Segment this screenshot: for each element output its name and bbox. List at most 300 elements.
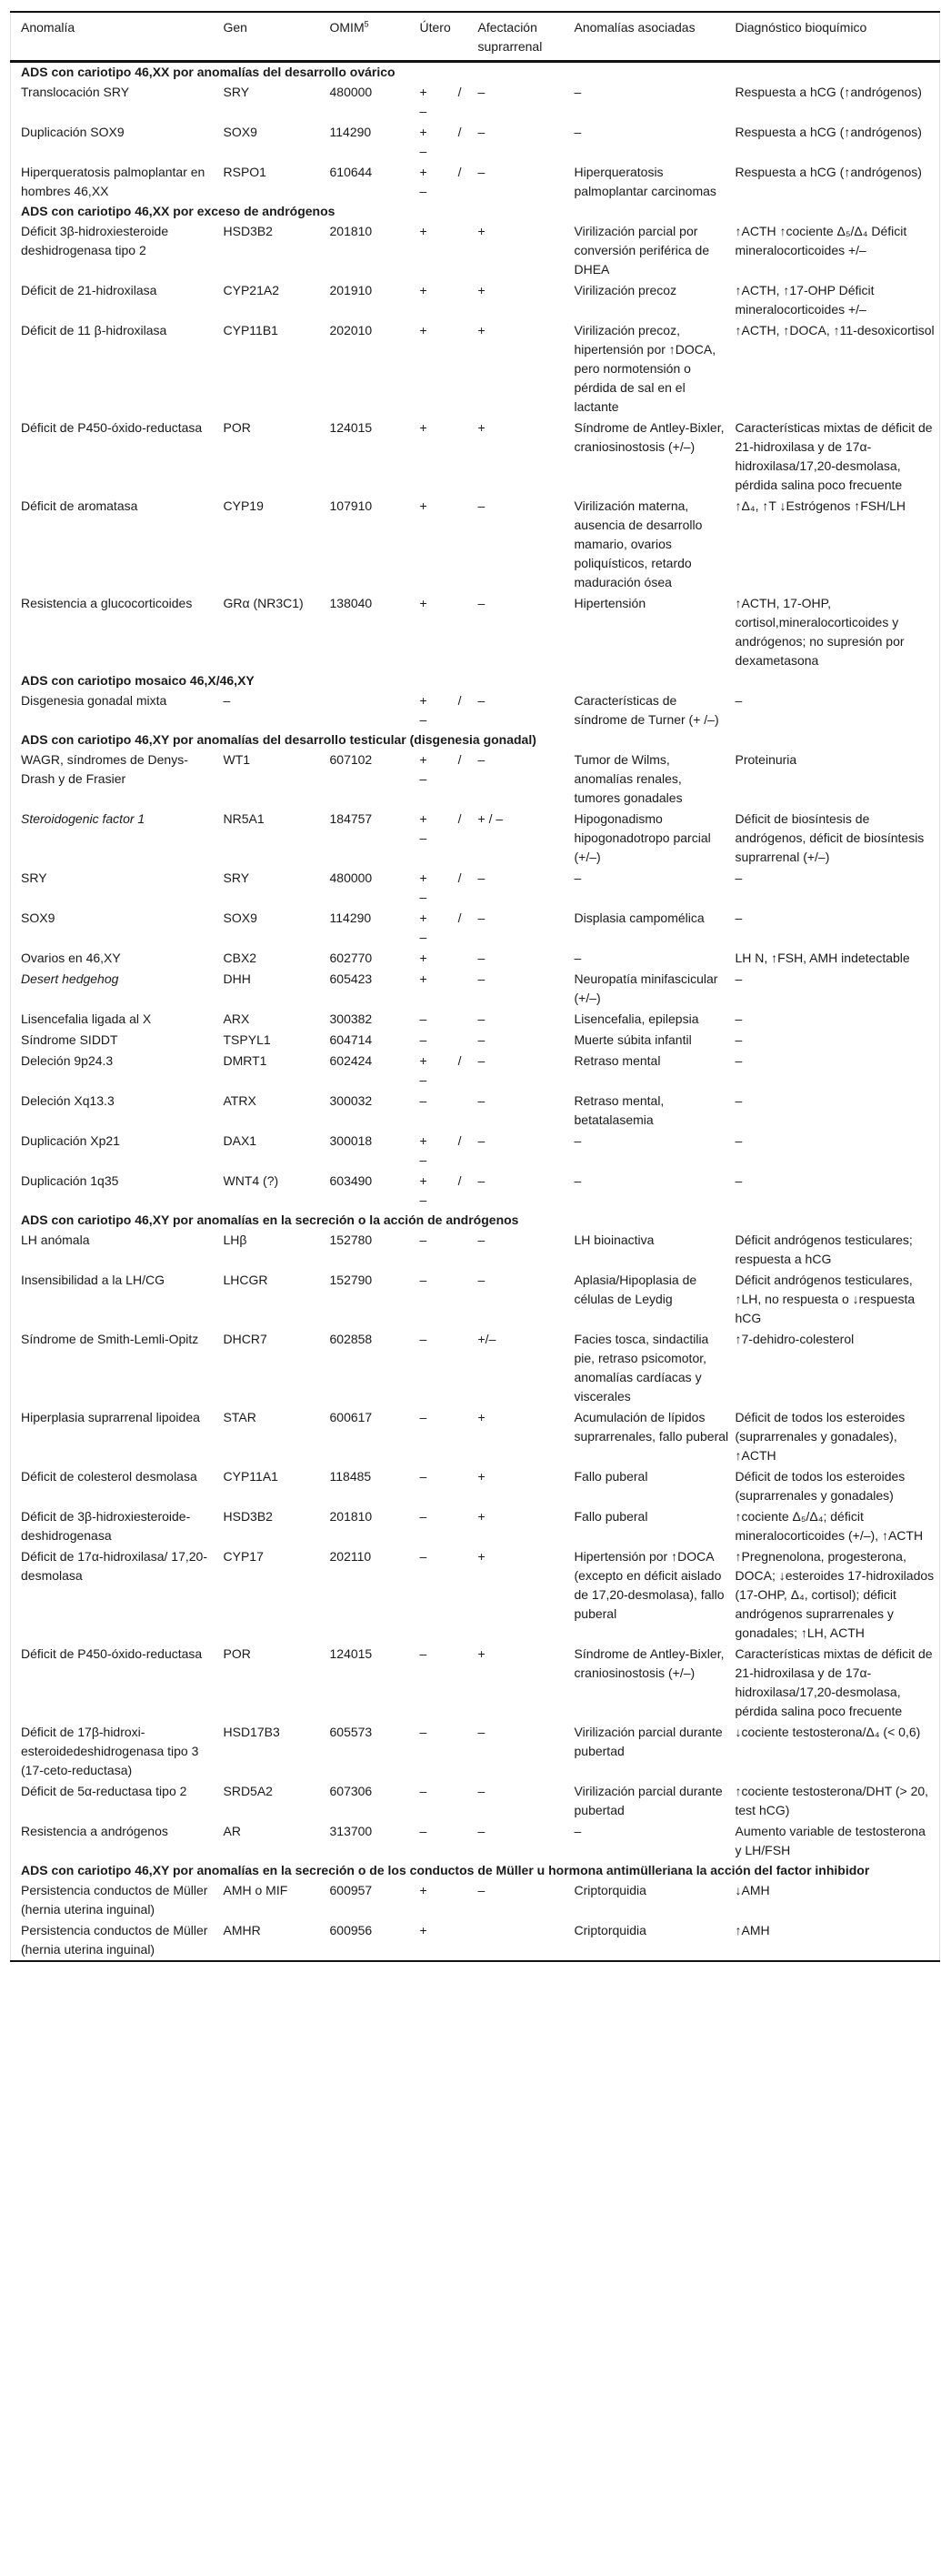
cell-utero: + / – <box>419 1173 462 1207</box>
cell-gen: DMRT1 <box>223 1053 267 1068</box>
cell-anomalia: Déficit de 11 β-hidroxilasa <box>21 323 167 337</box>
cell-anomalia: Steroidogenic factor 1 <box>21 811 145 826</box>
cell-omim: 602770 <box>329 951 373 965</box>
cell-omim <box>330 690 420 730</box>
cell-gen: CYP21A2 <box>223 283 279 297</box>
cell-anomalia: Duplicación Xp21 <box>21 1133 120 1148</box>
cell-anomalias-asociadas: Neuropatía minifascicular (+/–) <box>574 971 718 1005</box>
cell-anomalias-asociadas: – <box>574 951 582 965</box>
cell-utero: + <box>419 596 427 610</box>
cell-afectacion-suprarrenal: – <box>477 1273 486 1287</box>
cell-anomalia: Deleción 9p24.3 <box>21 1053 114 1068</box>
cell-diagnostico-bioquimico: ↑cociente testosterona/DHT (> 20, test hCG) <box>735 1784 929 1817</box>
cell-anomalias-asociadas: Hipertensión <box>574 596 646 610</box>
cell-anomalia: Déficit de 21-hidroxilasa <box>21 283 157 297</box>
cell-anomalias-asociadas: – <box>574 1824 582 1838</box>
cell-afectacion-suprarrenal: + <box>477 283 486 297</box>
omim-reference: 5 <box>364 19 369 29</box>
table-row <box>11 82 940 122</box>
section-heading-row <box>11 202 940 221</box>
section-heading-row <box>11 730 940 750</box>
table-row <box>11 809 940 868</box>
cell-omim: 202010 <box>329 323 373 337</box>
cell-anomalia: Disgenesia gonadal mixta <box>21 693 167 708</box>
cell-diagnostico-bioquimico: – <box>735 1053 743 1068</box>
cell-afectacion-suprarrenal: + <box>477 1549 486 1564</box>
cell-omim: 201810 <box>329 1509 373 1524</box>
table-row <box>11 320 940 418</box>
cell-anomalias-asociadas: – <box>574 870 582 885</box>
cell-anomalias-asociadas: Hipogonadismo hipogonadotropo parcial (+/–) <box>574 811 711 864</box>
table-row <box>11 1131 940 1171</box>
cell-diagnostico-bioquimico: Respuesta a hCG (↑andrógenos) <box>735 125 922 139</box>
section-heading-row <box>11 1861 940 1880</box>
cell-gen: LHβ <box>223 1233 247 1247</box>
header-anomalias-asociadas: Anomalías asociadas <box>574 20 696 35</box>
cell-gen: SOX9 <box>223 125 257 139</box>
header-omim <box>330 12 420 62</box>
cell-gen: NR5A1 <box>223 811 265 826</box>
cell-anomalias-asociadas: Retraso mental, betatalasemia <box>574 1093 665 1127</box>
cell-diagnostico-bioquimico: – <box>735 1173 743 1188</box>
section-heading: ADS con cariotipo 46,XX por anomalías del desarrollo ovárico <box>21 65 395 79</box>
table-row <box>11 1009 940 1030</box>
cell-diagnostico-bioquimico: ↑AMH <box>735 1923 770 1937</box>
cell-omim: 114290 <box>329 911 372 925</box>
cell-utero: – <box>419 1032 427 1047</box>
cell-gen: RSPO1 <box>223 165 266 179</box>
cell-afectacion-suprarrenal: – <box>477 1824 486 1838</box>
cell-diagnostico-bioquimico: – <box>735 693 743 708</box>
cell-gen: SRY <box>223 870 250 885</box>
table-row <box>11 1270 940 1329</box>
header-gen: Gen <box>223 20 247 35</box>
table-row <box>11 969 940 1009</box>
cell-gen: ATRX <box>223 1093 256 1108</box>
cell-diagnostico-bioquimico: ↑Δ₄, ↑T ↓Estrógenos ↑FSH/LH <box>735 498 906 513</box>
cell-omim: 602858 <box>329 1332 373 1346</box>
cell-afectacion-suprarrenal: – <box>477 85 486 99</box>
cell-utero: + / – <box>419 911 462 944</box>
cell-utero: + / – <box>419 125 462 158</box>
header-afectacion-suprarrenal: Afectación suprarrenal <box>477 20 543 54</box>
cell-omim: 602424 <box>329 1053 373 1068</box>
cell-diagnostico-bioquimico: Respuesta a hCG (↑andrógenos) <box>735 85 922 99</box>
cell-anomalias-asociadas: Muerte súbita infantil <box>574 1032 692 1047</box>
table-row <box>11 122 940 162</box>
cell-anomalias-asociadas: Virilización parcial por conversión periférica de DHEA <box>574 224 710 277</box>
cell-anomalia: LH anómala <box>21 1233 90 1247</box>
table-header-row <box>11 12 940 62</box>
cell-anomalia: Déficit de 17α-hidroxilasa/ 17,20-desmolasa <box>21 1549 207 1583</box>
cell-anomalia: Translocación SRY <box>21 85 130 99</box>
cell-omim: 152790 <box>329 1273 373 1287</box>
cell-afectacion-suprarrenal: + <box>477 1646 486 1661</box>
cell-gen: AMH o MIF <box>223 1883 288 1897</box>
cell-anomalias-asociadas: Virilización parcial durante pubertad <box>574 1784 723 1817</box>
header-anomalia: Anomalía <box>21 20 75 35</box>
cell-gen: – <box>223 693 231 708</box>
cell-gen: WNT4 (?) <box>223 1173 279 1188</box>
cell-gen: DAX1 <box>223 1133 257 1148</box>
cell-anomalia: Deleción Xq13.3 <box>21 1093 115 1108</box>
cell-anomalia: Lisencefalia ligada al X <box>21 1011 152 1026</box>
cell-utero: – <box>419 1011 427 1026</box>
table-row <box>11 593 940 671</box>
cell-utero: + <box>419 498 427 513</box>
table-row <box>11 1644 940 1722</box>
cell-utero: – <box>419 1549 427 1564</box>
cell-omim: 124015 <box>329 1646 373 1661</box>
table-row <box>11 908 940 948</box>
cell-anomalia: Déficit de P450-óxido-reductasa <box>21 1646 203 1661</box>
cell-utero: + / – <box>419 693 462 727</box>
cell-diagnostico-bioquimico: LH N, ↑FSH, AMH indetectable <box>735 951 910 965</box>
cell-afectacion-suprarrenal: – <box>477 971 486 986</box>
cell-anomalias-asociadas: Criptorquidia <box>574 1923 646 1937</box>
cell-anomalias-asociadas: – <box>574 1133 582 1148</box>
cell-utero: + / – <box>419 85 462 118</box>
cell-anomalia: Persistencia conductos de Müller (hernia uterina inguinal) <box>21 1883 208 1917</box>
cell-omim: 201910 <box>329 283 373 297</box>
cell-utero: + <box>419 323 427 337</box>
cell-diagnostico-bioquimico: ↑ACTH, ↑17-OHP Déficit mineralocorticoides +/– <box>735 283 875 317</box>
cell-afectacion-suprarrenal: – <box>477 1133 486 1148</box>
cell-anomalias-asociadas: Virilización precoz <box>574 283 677 297</box>
section-heading-row <box>11 1211 940 1230</box>
cell-diagnostico-bioquimico: – <box>735 870 743 885</box>
table-row <box>11 1506 940 1546</box>
table-row <box>11 1171 940 1211</box>
cell-gen: DHH <box>223 971 251 986</box>
cell-diagnostico-bioquimico: Déficit andrógenos testiculares, ↑LH, no respuesta o ↓respuesta hCG <box>735 1273 916 1325</box>
cell-anomalias-asociadas: – <box>574 125 582 139</box>
cell-anomalia: Síndrome SIDDT <box>21 1032 118 1047</box>
cell-gen: CBX2 <box>223 951 257 965</box>
cell-omim: 607102 <box>329 752 373 767</box>
cell-gen: TSPYL1 <box>223 1032 271 1047</box>
cell-anomalia: Síndrome de Smith-Lemli-Opitz <box>21 1332 199 1346</box>
cell-gen: CYP17 <box>223 1549 264 1564</box>
cell-gen: LHCGR <box>223 1273 268 1287</box>
cell-omim: 607306 <box>329 1784 373 1798</box>
cell-utero: – <box>419 1410 427 1424</box>
table-row <box>11 1466 940 1506</box>
cell-utero: + <box>419 951 427 965</box>
cell-anomalia: Resistencia a andrógenos <box>21 1824 168 1838</box>
cell-anomalias-asociadas: Retraso mental <box>574 1053 661 1068</box>
cell-anomalia: Insensibilidad a la LH/CG <box>21 1273 165 1287</box>
section-heading-row <box>11 671 940 690</box>
cell-anomalias-asociadas: Fallo puberal <box>574 1509 648 1524</box>
cell-gen: CYP11B1 <box>223 323 278 337</box>
table-row <box>11 690 940 730</box>
cell-afectacion-suprarrenal: – <box>477 1784 486 1798</box>
cell-anomalias-asociadas: LH bioinactiva <box>574 1233 655 1247</box>
cell-utero: + / – <box>419 870 462 904</box>
cell-afectacion-suprarrenal: – <box>477 1883 486 1897</box>
cell-afectacion-suprarrenal: – <box>477 951 486 965</box>
cell-anomalias-asociadas: Criptorquidia <box>574 1883 646 1897</box>
cell-diagnostico-bioquimico: Respuesta a hCG (↑andrógenos) <box>735 165 922 179</box>
cell-gen: SRY <box>223 85 250 99</box>
cell-afectacion-suprarrenal: + <box>477 1410 486 1424</box>
cell-diagnostico-bioquimico: Déficit de todos los esteroides (suprarrenales y gonadales) <box>735 1469 906 1503</box>
cell-gen: HSD3B2 <box>223 1509 273 1524</box>
cell-utero: – <box>419 1332 427 1346</box>
table-row <box>11 1329 940 1407</box>
cell-gen: ARX <box>223 1011 250 1026</box>
cell-anomalia: SOX9 <box>21 911 55 925</box>
ads-classification-table <box>10 11 940 1962</box>
cell-omim: 118485 <box>329 1469 372 1484</box>
table-row <box>11 1091 940 1131</box>
cell-anomalia: SRY <box>21 870 47 885</box>
cell-utero: – <box>419 1273 427 1287</box>
cell-afectacion-suprarrenal: + <box>477 323 486 337</box>
cell-omim: 184757 <box>329 811 373 826</box>
cell-utero: + / – <box>419 752 462 786</box>
cell-omim: 600956 <box>329 1923 373 1937</box>
table-row <box>11 1030 940 1051</box>
cell-omim: 604714 <box>329 1032 373 1047</box>
cell-diagnostico-bioquimico: Aumento variable de testosterona y LH/FSH <box>735 1824 926 1857</box>
cell-omim: 201810 <box>329 224 373 238</box>
cell-omim: 313700 <box>329 1824 373 1838</box>
cell-utero: + / – <box>419 165 462 198</box>
cell-omim: 480000 <box>329 85 373 99</box>
cell-gen: HSD3B2 <box>223 224 273 238</box>
cell-anomalias-asociadas: Facies tosca, sindactilia pie, retraso psicomotor, anomalías cardíacas y viscerales <box>574 1332 709 1404</box>
cell-gen: AMHR <box>223 1923 261 1937</box>
table-row <box>11 948 940 969</box>
cell-gen: CYP19 <box>223 498 264 513</box>
cell-diagnostico-bioquimico: Proteinuria <box>735 752 797 767</box>
cell-anomalias-asociadas: Virilización materna, ausencia de desarrollo mamario, ovarios poliquísticos, retardo maduración ósea <box>574 498 703 589</box>
cell-diagnostico-bioquimico: ↑7-dehidro-colesterol <box>735 1332 855 1346</box>
cell-gen: POR <box>223 420 251 435</box>
table-container <box>10 11 939 1962</box>
table-row <box>11 868 940 908</box>
cell-diagnostico-bioquimico: Características mixtas de déficit de 21-hidroxilasa y de 17α-hidroxilasa/17,20-desmolasa, pérdida salina poco frecuente <box>735 420 933 492</box>
table-row <box>11 1722 940 1781</box>
cell-omim: 300032 <box>329 1093 373 1108</box>
cell-diagnostico-bioquimico: – <box>735 1093 743 1108</box>
cell-afectacion-suprarrenal: – <box>477 1011 486 1026</box>
cell-afectacion-suprarrenal: – <box>477 1173 486 1188</box>
cell-diagnostico-bioquimico: ↓cociente testosterona/Δ₄ (< 0,6) <box>735 1725 921 1739</box>
cell-anomalias-asociadas: – <box>574 85 582 99</box>
cell-anomalias-asociadas: Displasia campomélica <box>574 911 705 925</box>
table-row <box>11 221 940 280</box>
cell-utero: – <box>419 1824 427 1838</box>
cell-utero: – <box>419 1725 427 1739</box>
cell-diagnostico-bioquimico: Déficit de todos los esteroides (suprarrenales y gonadales), ↑ACTH <box>735 1410 906 1463</box>
cell-anomalia: Déficit de aromatasa <box>21 498 138 513</box>
table-row <box>11 1781 940 1821</box>
cell-anomalia: Déficit de 5α-reductasa tipo 2 <box>21 1784 187 1798</box>
cell-afectacion-suprarrenal: + <box>477 1509 486 1524</box>
cell-gen: DHCR7 <box>223 1332 267 1346</box>
cell-gen: POR <box>223 1646 251 1661</box>
cell-afectacion-suprarrenal: + <box>477 420 486 435</box>
cell-diagnostico-bioquimico: – <box>735 1011 743 1026</box>
cell-anomalia: Resistencia a glucocorticoides <box>21 596 193 610</box>
cell-anomalias-asociadas: Lisencefalia, epilepsia <box>574 1011 699 1026</box>
cell-omim: 138040 <box>329 596 373 610</box>
cell-afectacion-suprarrenal: +/– <box>477 1332 496 1346</box>
cell-utero: + <box>419 420 427 435</box>
cell-diagnostico-bioquimico: – <box>735 1032 743 1047</box>
cell-diagnostico-bioquimico: ↑Pregnenolona, progesterona, DOCA; ↓esteroides 17-hidroxilados (17-OHP, Δ₄, cortisol); déficit andrógenos suprarrenales y gonadales; ↑LH, ACTH <box>735 1549 935 1640</box>
cell-gen: GRα (NR3C1) <box>223 596 304 610</box>
cell-anomalias-asociadas: Hiperqueratosis palmoplantar carcinomas <box>574 165 716 198</box>
cell-diagnostico-bioquimico: Características mixtas de déficit de 21-hidroxilasa y de 17α-hidroxilasa/17,20-desmolasa, pérdida salina poco frecuente <box>735 1646 933 1718</box>
table-row <box>11 162 940 202</box>
cell-omim: 107910 <box>329 498 373 513</box>
cell-gen: STAR <box>223 1410 256 1424</box>
cell-anomalia: Déficit de 3β-hidroxiesteroide-deshidrogenasa <box>21 1509 191 1543</box>
cell-omim: 152780 <box>329 1233 373 1247</box>
cell-gen: SRD5A2 <box>223 1784 273 1798</box>
table-row <box>11 1821 940 1861</box>
cell-diagnostico-bioquimico: Déficit de biosíntesis de andrógenos, déficit de biosíntesis suprarrenal (+/–) <box>735 811 925 864</box>
section-heading: ADS con cariotipo mosaico 46,X/46,XY <box>21 673 255 688</box>
cell-gen: WT1 <box>223 752 251 767</box>
cell-anomalias-asociadas: Fallo puberal <box>574 1469 648 1484</box>
cell-anomalias-asociadas: Aplasia/Hipoplasia de células de Leydig <box>574 1273 697 1306</box>
cell-omim: 480000 <box>329 870 373 885</box>
cell-omim: 300382 <box>329 1011 373 1026</box>
cell-omim: 124015 <box>329 420 373 435</box>
table-row <box>11 1880 940 1920</box>
cell-diagnostico-bioquimico: ↑cociente Δ₅/Δ₄; déficit mineralocorticoides (+/–), ↑ACTH <box>735 1509 924 1543</box>
cell-gen: AR <box>223 1824 241 1838</box>
cell-diagnostico-bioquimico: Déficit andrógenos testiculares; respuesta a hCG <box>735 1233 913 1266</box>
cell-afectacion-suprarrenal: – <box>477 498 486 513</box>
cell-diagnostico-bioquimico: ↑ACTH ↑cociente Δ₅/Δ₄ Déficit mineralocorticoides +/– <box>735 224 907 257</box>
cell-anomalias-asociadas: – <box>574 1173 582 1188</box>
cell-afectacion-suprarrenal: – <box>477 870 486 885</box>
cell-anomalias-asociadas: Hipertensión por ↑DOCA (excepto en déficit aislado de 17,20-desmolasa), fallo puberal <box>574 1549 725 1621</box>
cell-diagnostico-bioquimico: – <box>735 911 743 925</box>
cell-utero: + <box>419 1923 427 1937</box>
cell-gen: CYP11A1 <box>223 1469 278 1484</box>
section-heading-row <box>11 62 940 83</box>
cell-omim: 605573 <box>329 1725 373 1739</box>
cell-omim: 603490 <box>329 1173 373 1188</box>
cell-utero: – <box>419 1509 427 1524</box>
header-omim-label: OMIM <box>329 20 365 35</box>
table-row <box>11 1051 940 1091</box>
cell-utero: + <box>419 283 427 297</box>
cell-utero: – <box>419 1469 427 1484</box>
cell-utero: + / – <box>419 1133 462 1167</box>
cell-anomalias-asociadas: Características de síndrome de Turner (+ /–) <box>574 693 719 727</box>
cell-afectacion-suprarrenal: – <box>477 1233 486 1247</box>
table-row <box>11 1546 940 1644</box>
table-row <box>11 750 940 809</box>
cell-omim: 202110 <box>329 1549 372 1564</box>
cell-anomalia: Déficit de 17β-hidroxi-esteroidedeshidrogenasa tipo 3 (17-ceto-reductasa) <box>21 1725 199 1777</box>
cell-anomalias-asociadas: Síndrome de Antley-Bixler, craniosinostosis (+/–) <box>574 420 725 454</box>
cell-anomalias-asociadas: Virilización precoz, hipertensión por ↑DOCA, pero normotensión o pérdida de sal en el lactante <box>574 323 716 414</box>
cell-diagnostico-bioquimico: ↑ACTH, 17-OHP, cortisol,mineralocorticoides y andrógenos; no supresión por dexametasona <box>735 596 905 668</box>
cell-diagnostico-bioquimico: – <box>735 1133 743 1148</box>
table-row <box>11 418 940 496</box>
cell-omim: 605423 <box>329 971 373 986</box>
cell-anomalia: Déficit 3β-hidroxiesteroide deshidrogenasa tipo 2 <box>21 224 169 257</box>
cell-anomalia: Ovarios en 46,XY <box>21 951 121 965</box>
cell-afectacion-suprarrenal: + <box>477 224 486 238</box>
cell-omim: 600617 <box>329 1410 373 1424</box>
cell-anomalias-asociadas: Tumor de Wilms, anomalías renales, tumores gonadales <box>574 752 683 805</box>
cell-afectacion-suprarrenal: – <box>477 1093 486 1108</box>
cell-afectacion-suprarrenal: – <box>477 1032 486 1047</box>
cell-utero: + <box>419 971 427 986</box>
table-row <box>11 1230 940 1270</box>
cell-omim: 600957 <box>329 1883 373 1897</box>
header-utero: Útero <box>419 20 451 35</box>
cell-afectacion-suprarrenal: – <box>477 596 486 610</box>
cell-anomalia: Hiperplasia suprarrenal lipoidea <box>21 1410 200 1424</box>
cell-anomalia: Desert hedgehog <box>21 971 119 986</box>
table-row <box>11 1920 940 1961</box>
cell-afectacion-suprarrenal <box>478 1920 575 1961</box>
cell-anomalia: Déficit de P450-óxido-reductasa <box>21 420 203 435</box>
cell-diagnostico-bioquimico: ↓AMH <box>735 1883 770 1897</box>
section-heading: ADS con cariotipo 46,XY por anomalías en la secreción o la acción de andrógenos <box>21 1213 519 1227</box>
cell-utero: – <box>419 1233 427 1247</box>
cell-anomalia: Hiperqueratosis palmoplantar en hombres 46,XX <box>21 165 205 198</box>
table-body <box>11 62 940 1962</box>
cell-anomalias-asociadas: Virilización parcial durante pubertad <box>574 1725 723 1758</box>
cell-afectacion-suprarrenal: – <box>477 1725 486 1739</box>
cell-anomalia: WAGR, síndromes de Denys-Drash y de Frasier <box>21 752 188 786</box>
section-heading: ADS con cariotipo 46,XY por anomalías del desarrollo testicular (disgenesia gonadal) <box>21 732 536 747</box>
cell-afectacion-suprarrenal: – <box>477 911 486 925</box>
cell-utero: – <box>419 1093 427 1108</box>
cell-diagnostico-bioquimico: – <box>735 971 743 986</box>
cell-utero: – <box>419 1646 427 1661</box>
cell-utero: + / – <box>419 1053 462 1087</box>
cell-anomalias-asociadas: Acumulación de lípidos suprarrenales, fallo puberal <box>574 1410 729 1444</box>
cell-utero: – <box>419 1784 427 1798</box>
cell-anomalias-asociadas: Síndrome de Antley-Bixler, craniosinostosis (+/–) <box>574 1646 725 1680</box>
cell-gen: HSD17B3 <box>223 1725 280 1739</box>
table-row <box>11 280 940 320</box>
cell-utero: + <box>419 1883 427 1897</box>
cell-afectacion-suprarrenal: – <box>477 1053 486 1068</box>
section-heading: ADS con cariotipo 46,XY por anomalías en la secreción o de los conductos de Müller u hormona antimülleriana la acción del factor inhibidor <box>21 1863 870 1877</box>
cell-anomalia: Déficit de colesterol desmolasa <box>21 1469 197 1484</box>
cell-afectacion-suprarrenal: – <box>477 165 486 179</box>
cell-utero: + <box>419 224 427 238</box>
cell-anomalia: Duplicación SOX9 <box>21 125 125 139</box>
cell-omim: 114290 <box>329 125 372 139</box>
cell-afectacion-suprarrenal: + / – <box>477 811 504 826</box>
cell-omim: 300018 <box>329 1133 373 1148</box>
cell-afectacion-suprarrenal: – <box>477 693 486 708</box>
cell-diagnostico-bioquimico: ↑ACTH, ↑DOCA, ↑11-desoxicortisol <box>735 323 935 337</box>
cell-anomalia: Duplicación 1q35 <box>21 1173 119 1188</box>
table-row <box>11 496 940 593</box>
cell-utero: + / – <box>419 811 462 845</box>
section-heading: ADS con cariotipo 46,XX por exceso de andrógenos <box>21 204 335 218</box>
cell-afectacion-suprarrenal: – <box>477 125 486 139</box>
cell-anomalia: Persistencia conductos de Müller (hernia uterina inguinal) <box>21 1923 208 1957</box>
cell-omim: 610644 <box>329 165 373 179</box>
